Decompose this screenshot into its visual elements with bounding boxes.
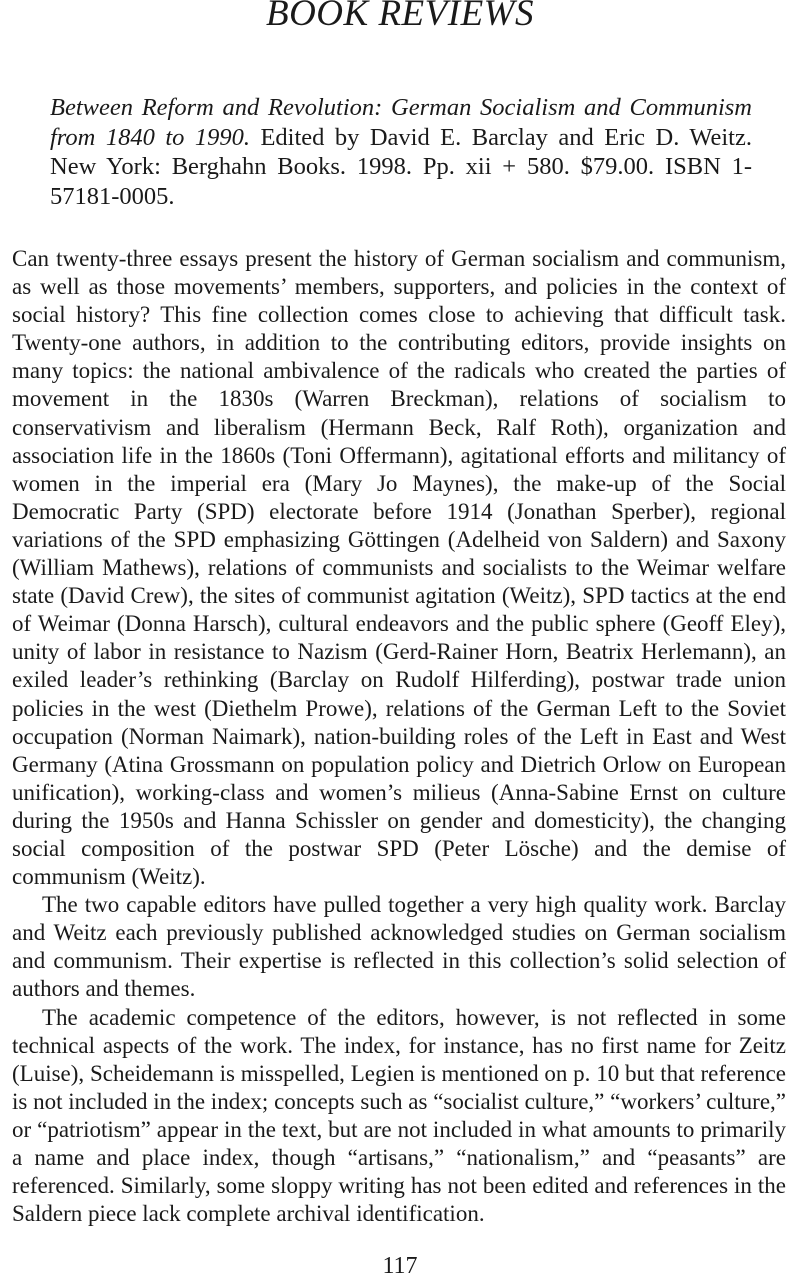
review-paragraph-3: The academic competence of the editors, however, is not reflected in some technical aspects of the work. The index, for instance, has no first name for Zeitz (Luise), Scheidemann is misspelled, Legien is mentioned on p. 10 but that reference is not included in the index; concepts such as “socialist culture,” “workers’ culture,” or “patriotism” appear in the text, but are not included in what amounts to primarily a name and place index, though “artisans,” “nationalism,” and “peasants” are referenced. Similarly, some sloppy writing has not been edited and references in the Saldern piece lack complete archival identification. bbox=[12, 1004, 786, 1227]
citation-details: Edited by David E. Barclay and Eric D. Weitz. New York: Berghahn Books. 1998. Pp. xii + 580. $79.00. ISBN 1-57181-0005. bbox=[50, 123, 752, 210]
page-number: 117 bbox=[382, 1253, 418, 1279]
section-title: BOOK REVIEWS bbox=[265, 0, 535, 34]
review-paragraph-1: Can twenty-three essays present the history of German socialism and communism, as well as those movements’ members, supporters, and policies in the context of social history? This fine collection comes close to achieving that difficult task. Twenty-one authors, in addition to the contributing editors, provide insights on many topics: the national ambivalence of the radicals who created the parties of movement in the 1830s (Warren Breckman), relations of socialism to conservativism and liberalism (Hermann Beck, Ralf Roth), organization and association life in the 1860s (Toni Offermann), agitational efforts and militancy of women in the imperial era (Mary Jo Maynes), the make-up of the Social Democratic Party (SPD) electorate before 1914 (Jonathan Sperber), regional variations of the SPD emphasizing Göttingen (Adelheid von Saldern) and Saxony (William Mathews), relations of communists and socialists to the Weimar welfare state (David Crew), the sites of communist agitation (Weitz), SPD tactics at the end of Weimar (Donna Harsch), cultural endeavors and the public sphere (Geoff Eley), unity of labor in resistance to Nazism (Gerd-Rainer Horn, Beatrix Herlemann), an exiled leader’s rethinking (Barclay on Rudolf Hilferding), postwar trade union policies in the west (Diethelm Prowe), relations of the German Left to the Soviet occupation (Norman Naimark), nation-building roles of the Left in East and West Germany (Atina Grossmann on population policy and Dietrich Orlow on European unification), working-class and women’s milieus (Anna-Sabine Ernst on culture during the 1950s and Hanna Schissler on gender and domesticity), the changing social composition of the postwar SPD (Peter Lösche) and the demise of communism (Weitz). bbox=[12, 246, 786, 890]
review-body bbox=[12, 245, 786, 1228]
book-title: Between Reform and Revolution: German Socialism and Communism from 1840 to 1990. bbox=[50, 94, 752, 151]
review-paragraph-2: The two capable editors have pulled together a very high quality work. Barclay and Weitz each previously published acknowledged studies on German socialism and communism. Their expertise is reflected in this collection’s solid selection of authors and themes. bbox=[12, 892, 786, 1002]
book-citation bbox=[50, 93, 752, 211]
